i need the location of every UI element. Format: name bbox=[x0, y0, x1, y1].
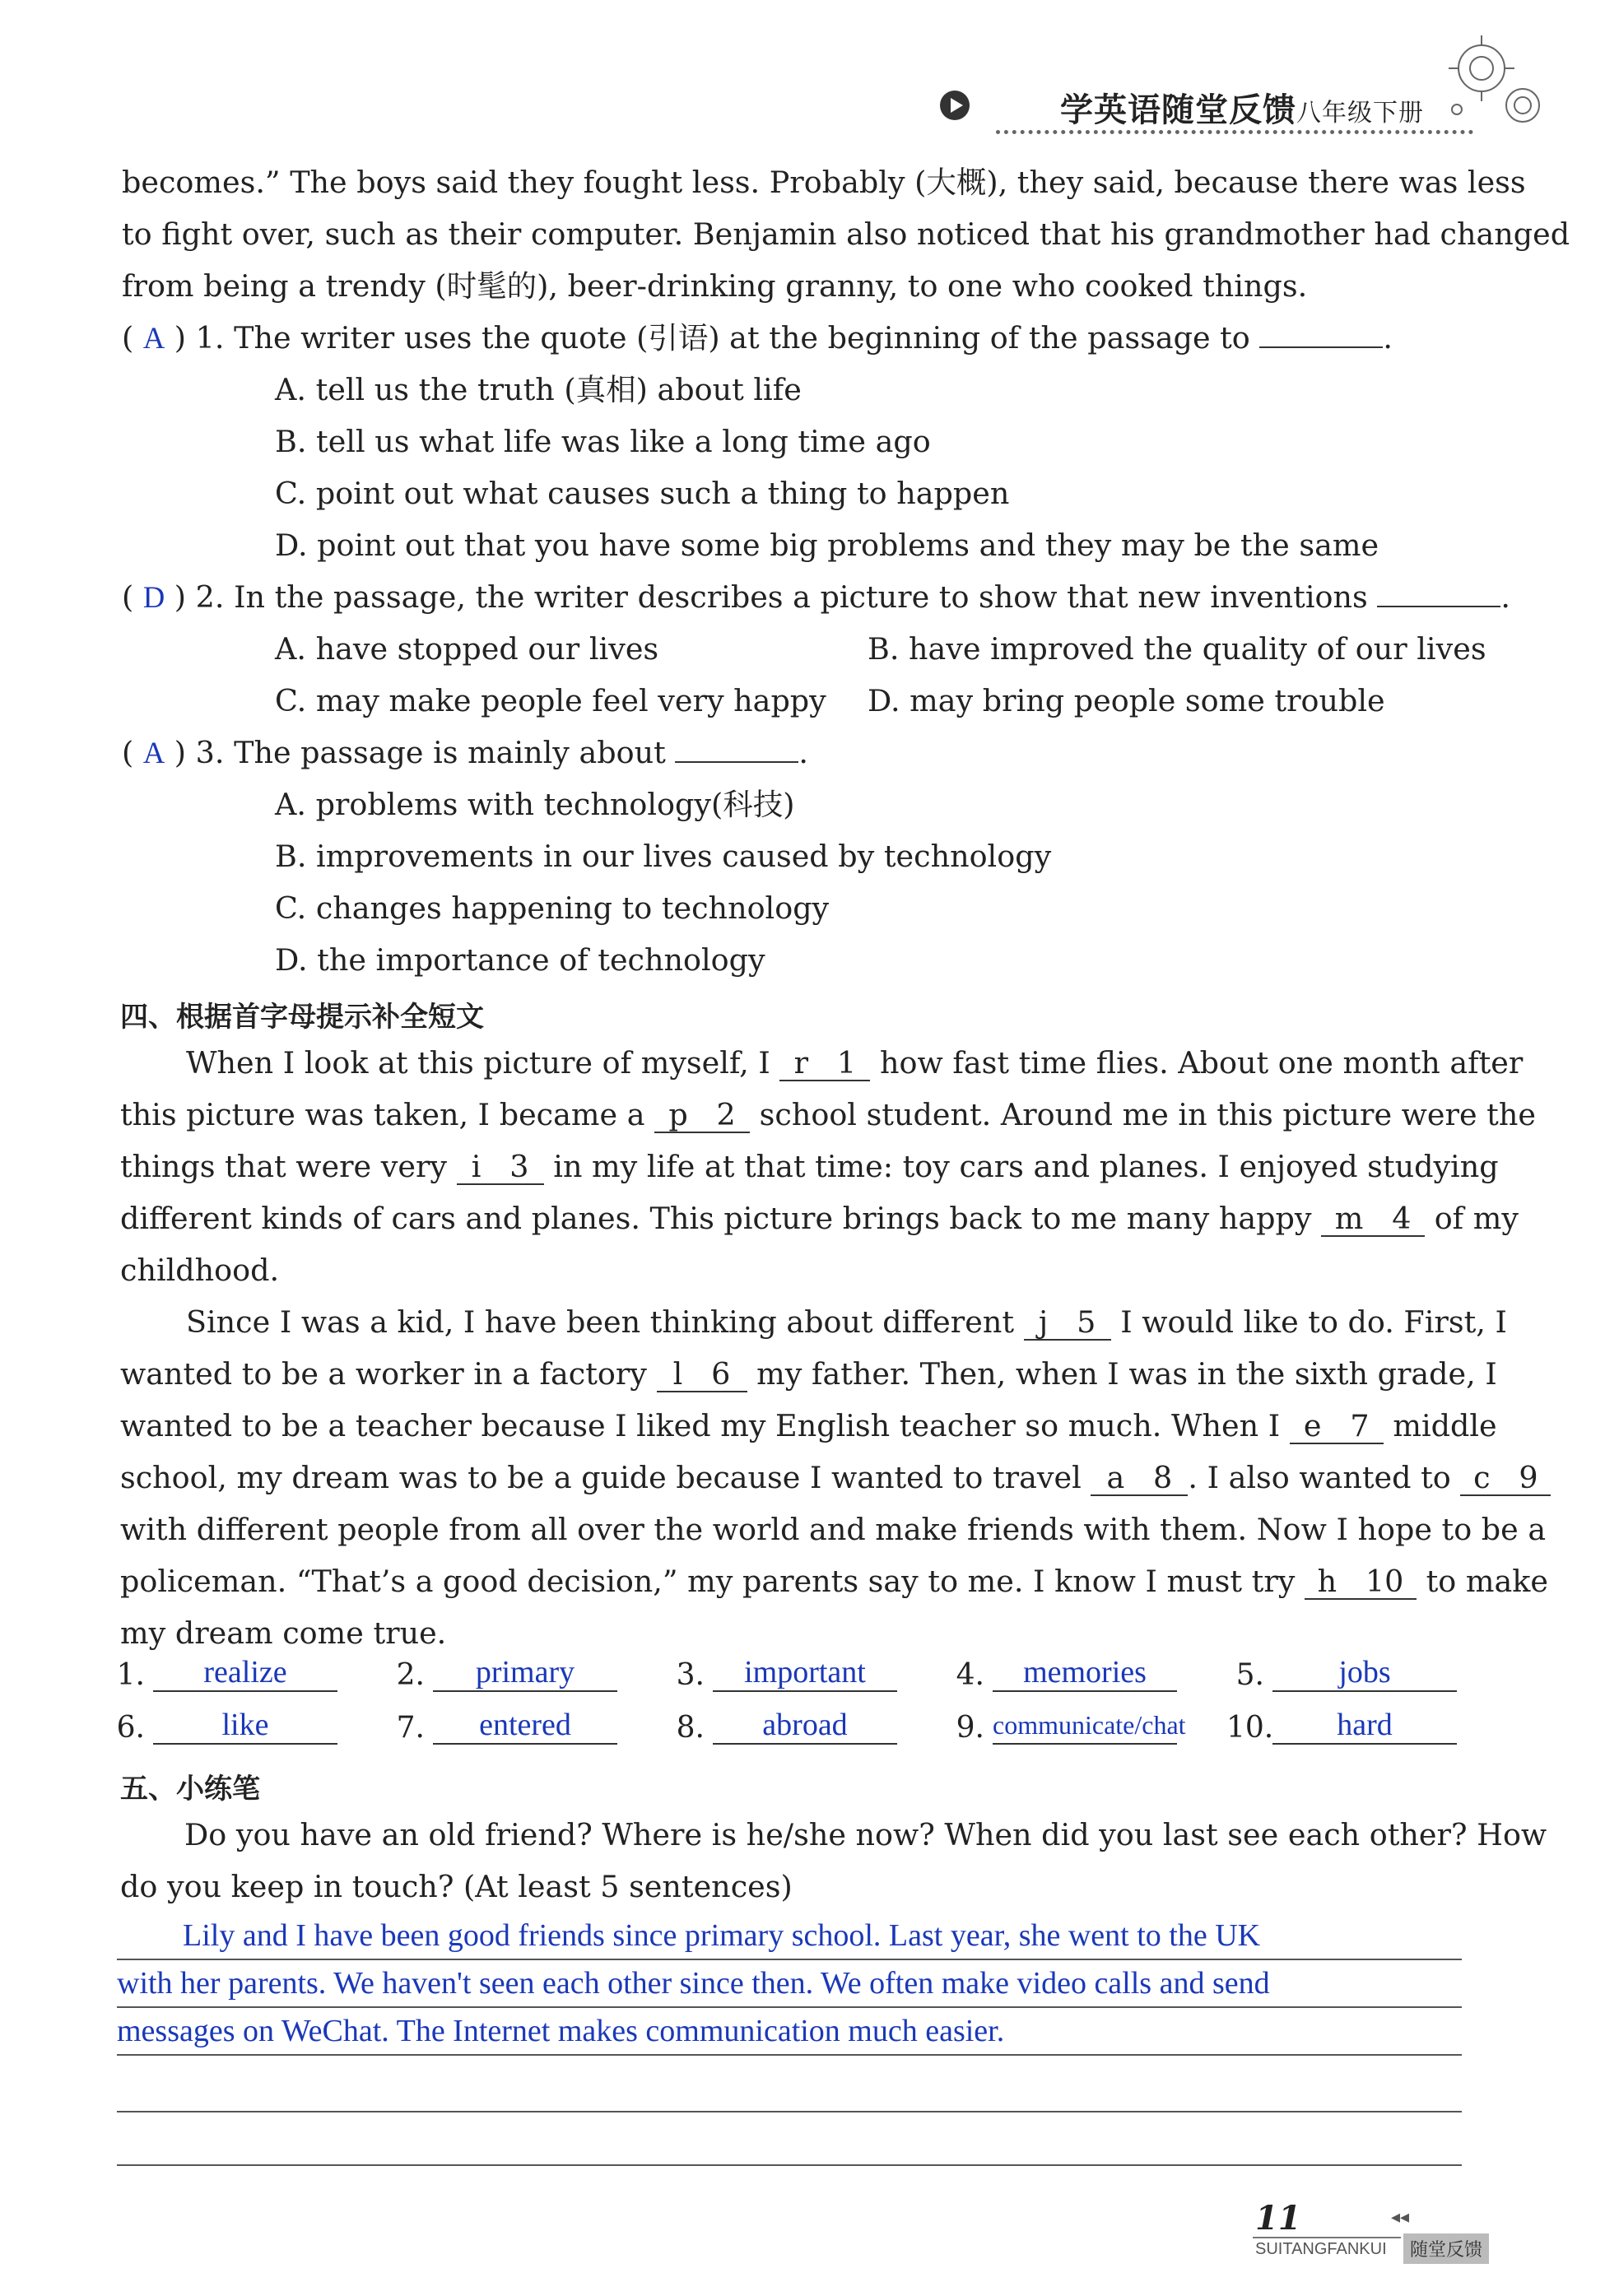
cloze-blank: r 1 bbox=[779, 1047, 870, 1081]
cloze-line: When I look at this picture of myself, I r 1 how fast time flies. About one month after bbox=[186, 1045, 1524, 1081]
answer-choice: D bbox=[142, 580, 165, 614]
cloze-blank: c 9 bbox=[1460, 1462, 1551, 1496]
cloze-line: with different people from all over the world and make friends with them. Now I hope to be a bbox=[120, 1512, 1547, 1547]
writing-rule bbox=[117, 2164, 1462, 2166]
cloze-blank: m 4 bbox=[1321, 1202, 1425, 1237]
passage-line: from being a trendy (时髦的), beer-drinking granny, to one who cooked things. bbox=[122, 268, 1308, 304]
cloze-line: policeman. “That’s a good decision,” my parents say to me. I know I must try h 10 to make bbox=[120, 1564, 1548, 1599]
answer-choice: A bbox=[142, 321, 165, 355]
flower-decoration-icon bbox=[1432, 31, 1556, 138]
question-2: ( D ) 2. In the passage, the writer describes a picture to show that new inventions . bbox=[122, 579, 1510, 615]
answer-field[interactable]: communicate/chat bbox=[993, 1707, 1177, 1745]
section-4-title: 四、根据首字母提示补全短文 bbox=[120, 1001, 484, 1034]
cloze-blank: j 5 bbox=[1024, 1306, 1111, 1341]
answer-field[interactable]: abroad bbox=[713, 1707, 897, 1745]
cloze-line: wanted to be a worker in a factory l 6 my father. Then, when I was in the sixth grade, I bbox=[120, 1356, 1497, 1392]
option: B. have improved the quality of our lives bbox=[868, 631, 1486, 667]
writing-rule bbox=[117, 2006, 1462, 2008]
cloze-line: my dream come true. bbox=[120, 1615, 447, 1651]
passage-line: to fight over, such as their computer. Benjamin also noticed that his grandmother had changed bbox=[122, 216, 1570, 252]
cloze-line: this picture was taken, I became a p 2 school student. Around me in this picture were the bbox=[120, 1097, 1536, 1132]
answer-field[interactable]: like bbox=[153, 1707, 337, 1745]
answer-blank bbox=[1259, 346, 1383, 348]
option: A. problems with technology(科技) bbox=[275, 787, 795, 822]
option: B. tell us what life was like a long time ago bbox=[275, 424, 931, 459]
footer-badge: 随堂反馈 bbox=[1403, 2233, 1489, 2264]
answer-field[interactable]: entered bbox=[433, 1707, 617, 1745]
cloze-blank: h 10 bbox=[1305, 1565, 1417, 1600]
cloze-blank: a 8 bbox=[1091, 1462, 1188, 1496]
writing-rule bbox=[117, 2111, 1462, 2112]
option: C. changes happening to technology bbox=[275, 890, 830, 926]
answer-field[interactable]: important bbox=[713, 1654, 897, 1692]
passage-line: becomes.” The boys said they fought less. Probably (大概), they said, because there was less bbox=[122, 165, 1526, 200]
answer-field[interactable]: hard bbox=[1272, 1707, 1457, 1745]
answer-row-2: 6. like 7. entered 8. abroad 9. communicate/chat 10. hard bbox=[107, 1707, 1457, 1745]
answer-row-1: 1. realize 2. primary 3. important 4. memories 5. jobs bbox=[107, 1654, 1457, 1692]
cloze-blank: p 2 bbox=[654, 1099, 750, 1133]
answer-field[interactable]: primary bbox=[433, 1654, 617, 1692]
footer-divider bbox=[1253, 2237, 1401, 2238]
option: C. may make people feel very happy bbox=[275, 683, 826, 718]
question-3: ( A ) 3. The passage is mainly about . bbox=[122, 735, 809, 770]
writing-rule bbox=[117, 2054, 1462, 2056]
writing-answer-line[interactable]: messages on WeChat. The Internet makes communication much easier. bbox=[117, 2014, 1005, 2048]
cloze-line: Since I was a kid, I have been thinking about different j 5 I would like to do. First, I bbox=[186, 1304, 1507, 1340]
cloze-blank: l 6 bbox=[657, 1358, 747, 1392]
cloze-line: wanted to be a teacher because I liked my English teacher so much. When I e 7 middle bbox=[120, 1408, 1497, 1443]
header-divider bbox=[996, 130, 1473, 134]
writing-prompt: Do you have an old friend? Where is he/she now? When did you last see each other? How bbox=[184, 1817, 1547, 1852]
writing-answer-line[interactable]: Lily and I have been good friends since primary school. Last year, she went to the UK bbox=[183, 1918, 1261, 1953]
book-title: 学英语随堂反馈八年级下册 bbox=[1060, 91, 1424, 129]
section-5-title: 五、小练笔 bbox=[120, 1773, 260, 1806]
answer-field[interactable]: realize bbox=[153, 1654, 337, 1692]
answer-field[interactable]: memories bbox=[993, 1654, 1177, 1692]
cloze-blank: e 7 bbox=[1290, 1410, 1384, 1444]
writing-answer-line[interactable]: with her parents. We haven't seen each other since then. We often make video calls and send bbox=[117, 1966, 1270, 2001]
answer-field[interactable]: jobs bbox=[1272, 1654, 1457, 1692]
play-icon bbox=[938, 89, 971, 122]
arrows-icon: ◂◂ bbox=[1391, 2207, 1410, 2228]
cloze-line: different kinds of cars and planes. This picture brings back to me many happy m 4 of my bbox=[120, 1201, 1519, 1236]
option: D. the importance of technology bbox=[275, 942, 765, 978]
cloze-blank: i 3 bbox=[457, 1150, 544, 1185]
option: A. have stopped our lives bbox=[275, 631, 659, 667]
question-1: ( A ) 1. The writer uses the quote (引语) at the beginning of the passage to . bbox=[122, 320, 1393, 356]
option: D. point out that you have some big problems and they may be the same bbox=[275, 528, 1379, 563]
answer-choice: A bbox=[142, 736, 165, 769]
cloze-line: childhood. bbox=[120, 1253, 280, 1288]
option: A. tell us the truth (真相) about life bbox=[275, 372, 802, 407]
page-number: 11 bbox=[1255, 2199, 1301, 2238]
cloze-line: school, my dream was to be a guide because I wanted to travel a 8 . I also wanted to c 9 bbox=[120, 1460, 1551, 1496]
option: D. may bring people some trouble bbox=[868, 683, 1385, 718]
option: B. improvements in our lives caused by technology bbox=[275, 839, 1052, 874]
answer-blank bbox=[675, 761, 798, 763]
option: C. point out what causes such a thing to happen bbox=[275, 476, 1010, 511]
writing-prompt: do you keep in touch? (At least 5 sentences) bbox=[120, 1869, 793, 1904]
cloze-line: things that were very i 3 in my life at that time: toy cars and planes. I enjoyed studying bbox=[120, 1149, 1499, 1184]
footer-code: SUITANGFANKUI bbox=[1255, 2240, 1387, 2258]
answer-blank bbox=[1377, 606, 1500, 607]
writing-rule bbox=[117, 1959, 1462, 1960]
